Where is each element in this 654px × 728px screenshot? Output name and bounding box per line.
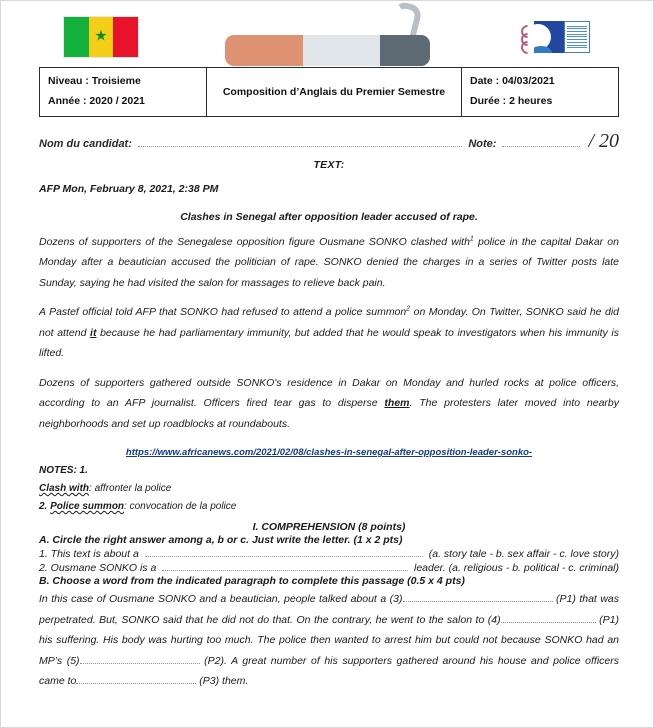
footnote-ref-2: 2 (406, 305, 411, 313)
tricolor-pill-icon (225, 35, 430, 66)
page-line (567, 34, 587, 35)
note-total: / 20 (588, 129, 619, 152)
footnote-ref-1: 1 (469, 235, 474, 243)
p3-rest: . The protesters later moved into nearby neighborhoods and set up roadblocks at roundabouts. (39, 397, 619, 430)
page-line (567, 26, 587, 27)
p1-lead: Dozens of supporters of the Senegalese opposition figure Ousmane SONKO clashed with (39, 235, 470, 248)
page-line (567, 45, 587, 46)
cloze-segment-1: In this case of Ousmane SONKO and a beautician, people talked about a (3) (39, 593, 403, 606)
question-1-lead: 1. This text is about a (39, 548, 139, 561)
hook-shape-icon (385, 3, 411, 37)
note-label: Note: (468, 137, 497, 150)
cloze-blank-3[interactable] (403, 601, 553, 602)
exam-level-cell (40, 68, 207, 117)
p2-underlined-word: it (90, 326, 97, 339)
flag-stripe-green (64, 17, 89, 57)
center-emblem (225, 9, 430, 65)
note-item-1 (39, 483, 619, 494)
article-paragraph-3 (39, 373, 619, 434)
comprehension-section-title: I. COMPREHENSION (8 points) (252, 521, 406, 534)
cloze-passage (39, 589, 619, 691)
cloze-blank-4[interactable] (501, 622, 596, 623)
candidate-name-blank[interactable] (138, 145, 462, 147)
exam-info-table (39, 67, 619, 117)
senegal-flag-icon (63, 16, 139, 58)
note-2-term: Police summon (50, 501, 125, 513)
cloze-segment-3: (P1) his suffering. His body was hurting too much. The police then wanted to arrest him but could not because SONKO had an MP’s (5) (39, 613, 619, 667)
flag-stripe-red (113, 17, 138, 57)
level-label: Niveau : Troisieme (48, 75, 141, 87)
cloze-segment-4: (P2). A great number of his supporters gathered around his house and police officers came to (39, 654, 619, 687)
p3-lead: Dozens of supporters gathered outside SONKO's residence in Dakar on Monday and hurled rocks at police officers, according to an AFP journalist. Officers fired tear gas to disperse (39, 376, 619, 410)
candidate-row (39, 130, 619, 153)
masthead (39, 9, 619, 65)
date-label: Date : 04/03/2021 (470, 75, 555, 87)
page-line (567, 47, 587, 48)
sound-waves-icon (521, 24, 534, 50)
flag-stripe-yellow (89, 17, 114, 57)
question-1 (39, 548, 619, 560)
p2-mid: on Monday. On Twitter, SONKO said he did not attend (39, 306, 620, 339)
cloze-blank-6[interactable] (76, 683, 196, 684)
notes-heading (39, 465, 619, 476)
page-line (567, 42, 587, 43)
book-pages-icon (564, 21, 590, 53)
page-line (567, 39, 587, 40)
candidate-name-label: Nom du candidat: (39, 137, 132, 150)
article-paragraph-1 (39, 232, 619, 293)
book-reader-logo-icon (521, 17, 593, 57)
exam-title-cell: Composition d’Anglais du Premier Semestre (207, 68, 462, 117)
question-1-options: (a. story tale - b. sex affair - c. love story) (428, 548, 619, 561)
note-2-number: 2. (39, 501, 51, 513)
duration-label: Durée : 2 heures (470, 94, 553, 107)
question-2 (39, 562, 619, 574)
page-line (567, 31, 587, 32)
year-label: Année : 2020 / 2021 (48, 94, 145, 107)
flag-star-icon: ★ (94, 28, 108, 45)
article-title: Clashes in Senegal after opposition leader accused of rape. (180, 210, 478, 223)
note-1-term: Clash with (39, 483, 90, 495)
table-row (40, 68, 619, 117)
question-2-options: leader. (a. religious - b. political - c. criminal) (413, 562, 619, 575)
page-content (19, 1, 635, 727)
cloze-segment-5: (P3) them. (199, 674, 249, 687)
cloze-segment-2: (P1) that was perpetrated. But, SONKO said that he did not do that. On the contrary, he went to the salon to (4) (39, 593, 620, 626)
pill-segment-salmon (225, 35, 303, 66)
question-2-lead: 2. Ousmane SONKO is a (39, 562, 157, 575)
page-line (567, 28, 587, 29)
question-1-answer-blank[interactable] (145, 555, 423, 557)
page-line (567, 36, 587, 37)
source-url-link[interactable]: https://www.africanews.com/2021/02/08/clashes-in-senegal-after-opposition-leader-sonko- (125, 447, 533, 459)
head-profile-icon (534, 21, 564, 53)
part-b-instructions: B. Choose a word from the indicated paragraph to complete this passage (0.5 x 4 pts) (39, 575, 465, 588)
note-blank[interactable] (502, 145, 580, 147)
article-byline: AFP Mon, February 8, 2021, 2:38 PM (39, 182, 219, 195)
p3-underlined-word: them (384, 397, 410, 410)
pill-segment-light (303, 35, 380, 66)
notes-heading-text: NOTES: 1. (39, 465, 88, 477)
article-paragraph-2 (39, 302, 619, 363)
note-1-definition: : affronter la police (89, 483, 172, 495)
text-heading: TEXT: (313, 158, 345, 171)
p1-rest: police in the capital Dakar on Monday after a beautician accused the politician of rape. SONKO denied the charges in a series of Twitter posts late Sunday, saying he had visited the salon for massages to relieve back pain. (39, 235, 619, 289)
cloze-blank-5[interactable] (80, 663, 200, 664)
part-a-instructions: A. Circle the right answer among a, b or c. Just write the letter. (1 x 2 pts) (39, 534, 403, 547)
exam-date-cell (462, 68, 619, 117)
p2-rest: because he had parliamentary immunity, but added that he would speak to investigators when his immunity is lifted. (39, 326, 620, 360)
question-2-answer-blank[interactable] (162, 569, 408, 571)
note-item-2 (39, 501, 619, 512)
pill-segment-slate (380, 35, 430, 66)
note-2-definition: : convocation de la police (124, 501, 237, 513)
p2-lead: A Pastef official told AFP that SONKO had refused to attend a police summon (39, 306, 407, 319)
